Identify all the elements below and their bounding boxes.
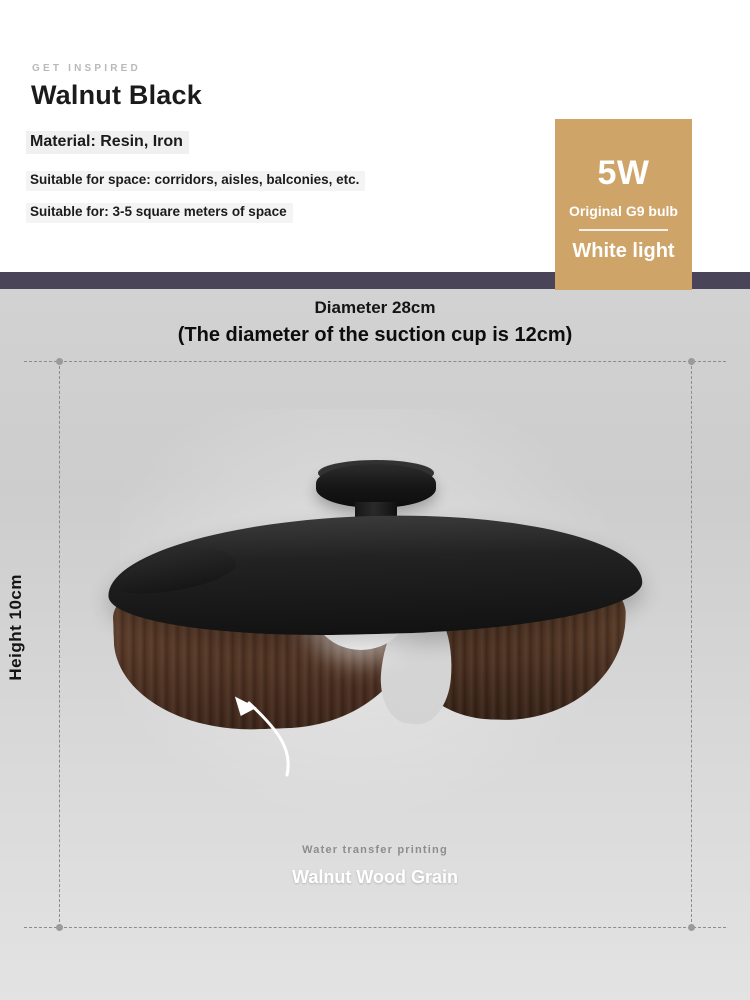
material-label: Material: Resin, Iron xyxy=(26,131,189,154)
guide-line-bottom xyxy=(24,927,726,928)
diameter-label: Diameter 28cm xyxy=(314,298,436,317)
guide-node-top-left xyxy=(56,358,63,365)
suction-cup-label: (The diameter of the suction cup is 12cm) xyxy=(177,324,573,346)
guide-line-left xyxy=(59,361,60,927)
guide-line-top xyxy=(24,361,726,362)
badge-divider xyxy=(579,229,668,231)
guide-node-bottom-left xyxy=(56,924,63,931)
guide-line-right xyxy=(691,361,692,927)
eyebrow-label: GET INSPIRED xyxy=(32,63,141,74)
wattage-badge xyxy=(555,119,692,290)
badge-bulb-type: Original G9 bulb xyxy=(569,203,678,219)
suitable-area-label: Suitable for: 3-5 square meters of space xyxy=(26,203,293,223)
product-stage xyxy=(0,289,750,1000)
suitable-space-label: Suitable for space: corridors, aisles, balconies, etc. xyxy=(26,171,365,191)
guide-node-top-right xyxy=(688,358,695,365)
height-label: Height 10cm xyxy=(6,574,25,681)
annotation-caption-small: Water transfer printing xyxy=(302,844,448,856)
badge-wattage: 5W xyxy=(597,154,650,192)
annotation-arrow-icon xyxy=(215,689,325,779)
guide-node-bottom-right xyxy=(688,924,695,931)
page-title: Walnut Black xyxy=(31,80,202,110)
badge-light-color: White light xyxy=(572,240,675,262)
lamp-illustration xyxy=(90,454,660,754)
annotation-caption-large: Walnut Wood Grain xyxy=(292,867,458,887)
